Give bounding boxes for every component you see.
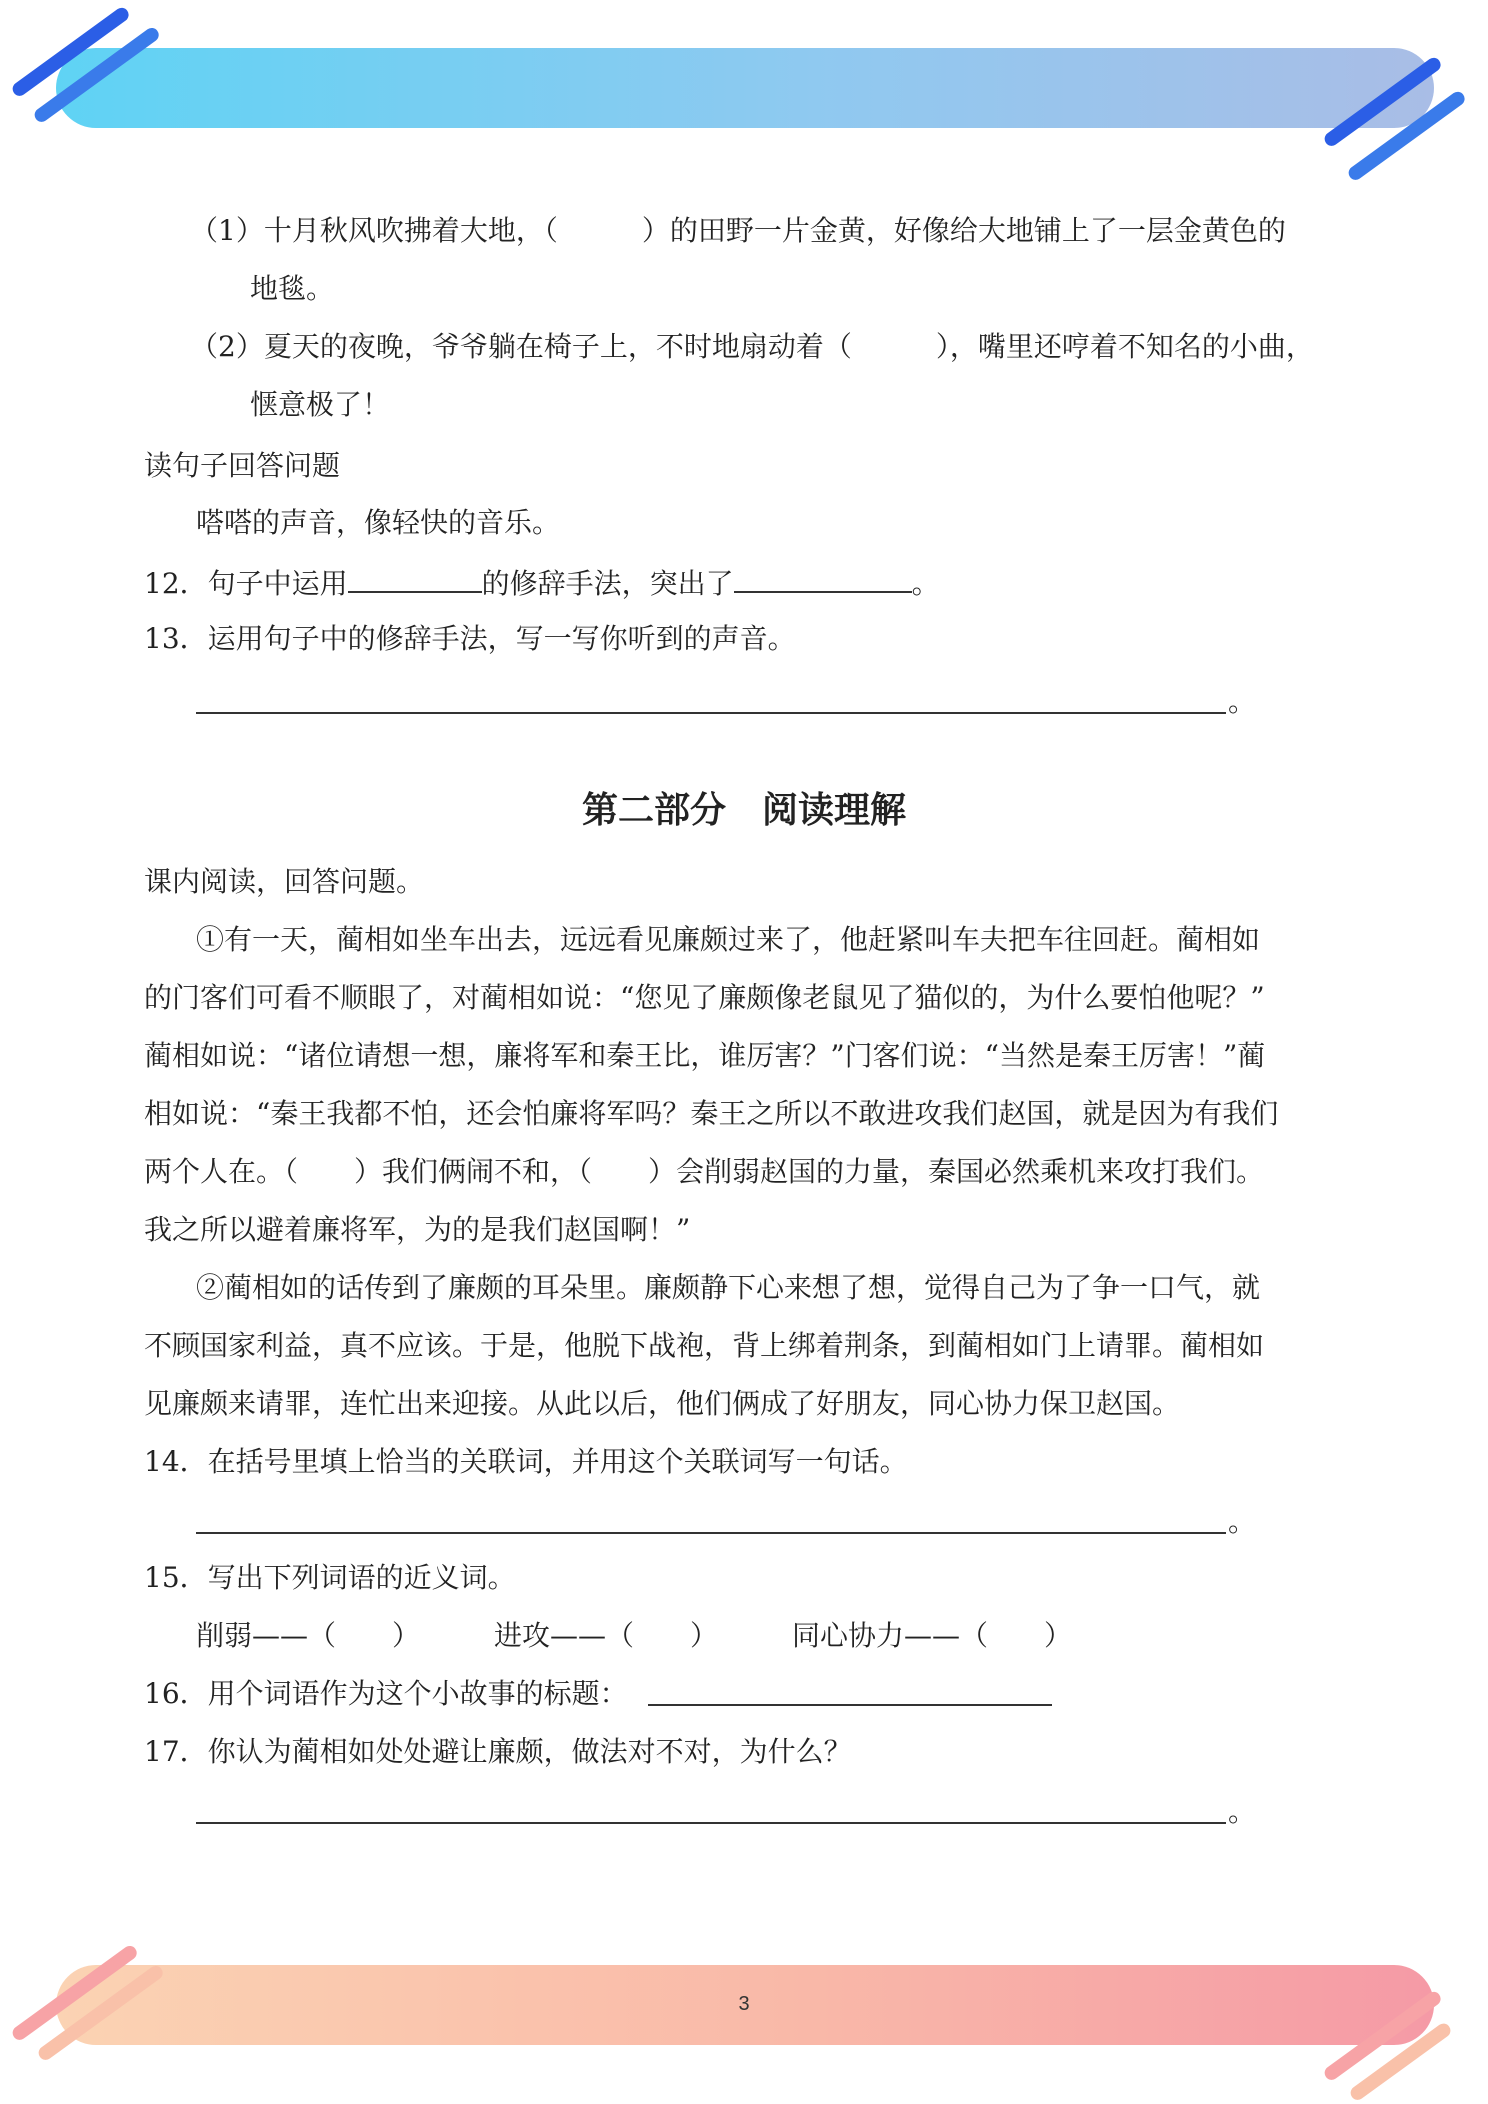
- passage-p1-line: 两个人在。（ ）我们俩闹不和，（ ）会削弱赵国的力量，秦国必然乘机来攻打我们。: [144, 1155, 1265, 1188]
- q15-item: 进攻——（ ）: [494, 1619, 719, 1652]
- q12-prefix: 12．句子中运用: [144, 567, 348, 600]
- passage-p1-line: 相如说：“秦王我都不怕，还会怕廉将军吗？秦王之所以不敢进攻我们赵国，就是因为有我们: [144, 1097, 1279, 1130]
- q12-middle: 的修辞手法，突出了: [481, 567, 734, 600]
- header-banner: [56, 48, 1434, 128]
- q12-blank-2[interactable]: [734, 561, 912, 593]
- question-15: 15．写出下列词语的近义词。: [144, 1561, 516, 1594]
- passage-p2-line: ②蔺相如的话传到了廉颇的耳朵里。廉颇静下心来想了想，觉得自己为了争一口气，就: [196, 1271, 1261, 1304]
- q12-suffix: 。: [911, 567, 940, 600]
- question-12: [144, 561, 940, 604]
- page-number: 3: [738, 1993, 750, 2015]
- q1-line2: 地毯。: [250, 272, 335, 305]
- passage-p2-line: 见廉颇来请罪，连忙出来迎接。从此以后，他们俩成了好朋友，同心协力保卫赵国。: [144, 1387, 1181, 1420]
- q14-period: 。: [1228, 1505, 1257, 1538]
- question-16: 16．用个词语作为这个小故事的标题：: [144, 1677, 628, 1710]
- quoted-sentence: 嗒嗒的声音，像轻快的音乐。: [196, 506, 561, 539]
- q2-line1: （2）夏天的夜晚，爷爷躺在椅子上，不时地扇动着（ ），嘴里还哼着不知名的小曲，: [190, 330, 1314, 363]
- part-title: 第二部分 阅读理解: [581, 789, 906, 830]
- q2-line2: 惬意极了！: [250, 388, 391, 421]
- passage-p1-line: 我之所以避着廉将军，为的是我们赵国啊！”: [144, 1213, 691, 1246]
- q17-period: 。: [1228, 1795, 1257, 1828]
- q12-blank-1[interactable]: [348, 561, 482, 593]
- q14-answer-line[interactable]: [196, 1532, 1226, 1534]
- q13-period: 。: [1228, 685, 1257, 718]
- passage-p1-line: 蔺相如说：“诸位请想一想，廉将军和秦王比，谁厉害？”门客们说：“当然是秦王厉害！”蔺: [144, 1039, 1266, 1072]
- section-heading: 读句子回答问题: [144, 450, 341, 481]
- passage-p2-line: 不顾国家利益，真不应该。于是，他脱下战袍，背上绑着荆条，到蔺相如门上请罪。蔺相如: [144, 1329, 1265, 1362]
- q15-item: 同心协力——（ ）: [792, 1619, 1073, 1652]
- question-13: 13．运用句子中的修辞手法，写一写你听到的声音。: [144, 622, 796, 655]
- passage-p1-line: ①有一天，蔺相如坐车出去，远远看见廉颇过来了，他赶紧叫车夫把车往回赶。蔺相如: [196, 923, 1261, 956]
- q17-answer-line[interactable]: [196, 1822, 1226, 1824]
- reading-heading: 课内阅读，回答问题。: [144, 866, 425, 897]
- q13-answer-line[interactable]: [196, 712, 1226, 714]
- q1-line1: （1）十月秋风吹拂着大地，（ ）的田野一片金黄，好像给大地铺上了一层金黄色的: [190, 214, 1286, 247]
- passage-p1-line: 的门客们可看不顺眼了，对蔺相如说：“您见了廉颇像老鼠见了猫似的，为什么要怕他呢？”: [144, 981, 1265, 1014]
- question-14: 14．在括号里填上恰当的关联词，并用这个关联词写一句话。: [144, 1445, 908, 1478]
- q16-answer-line[interactable]: [648, 1704, 1052, 1706]
- q15-item: 削弱——（ ）: [196, 1619, 421, 1652]
- question-17: 17．你认为蔺相如处处避让廉颇，做法对不对，为什么？: [144, 1735, 852, 1768]
